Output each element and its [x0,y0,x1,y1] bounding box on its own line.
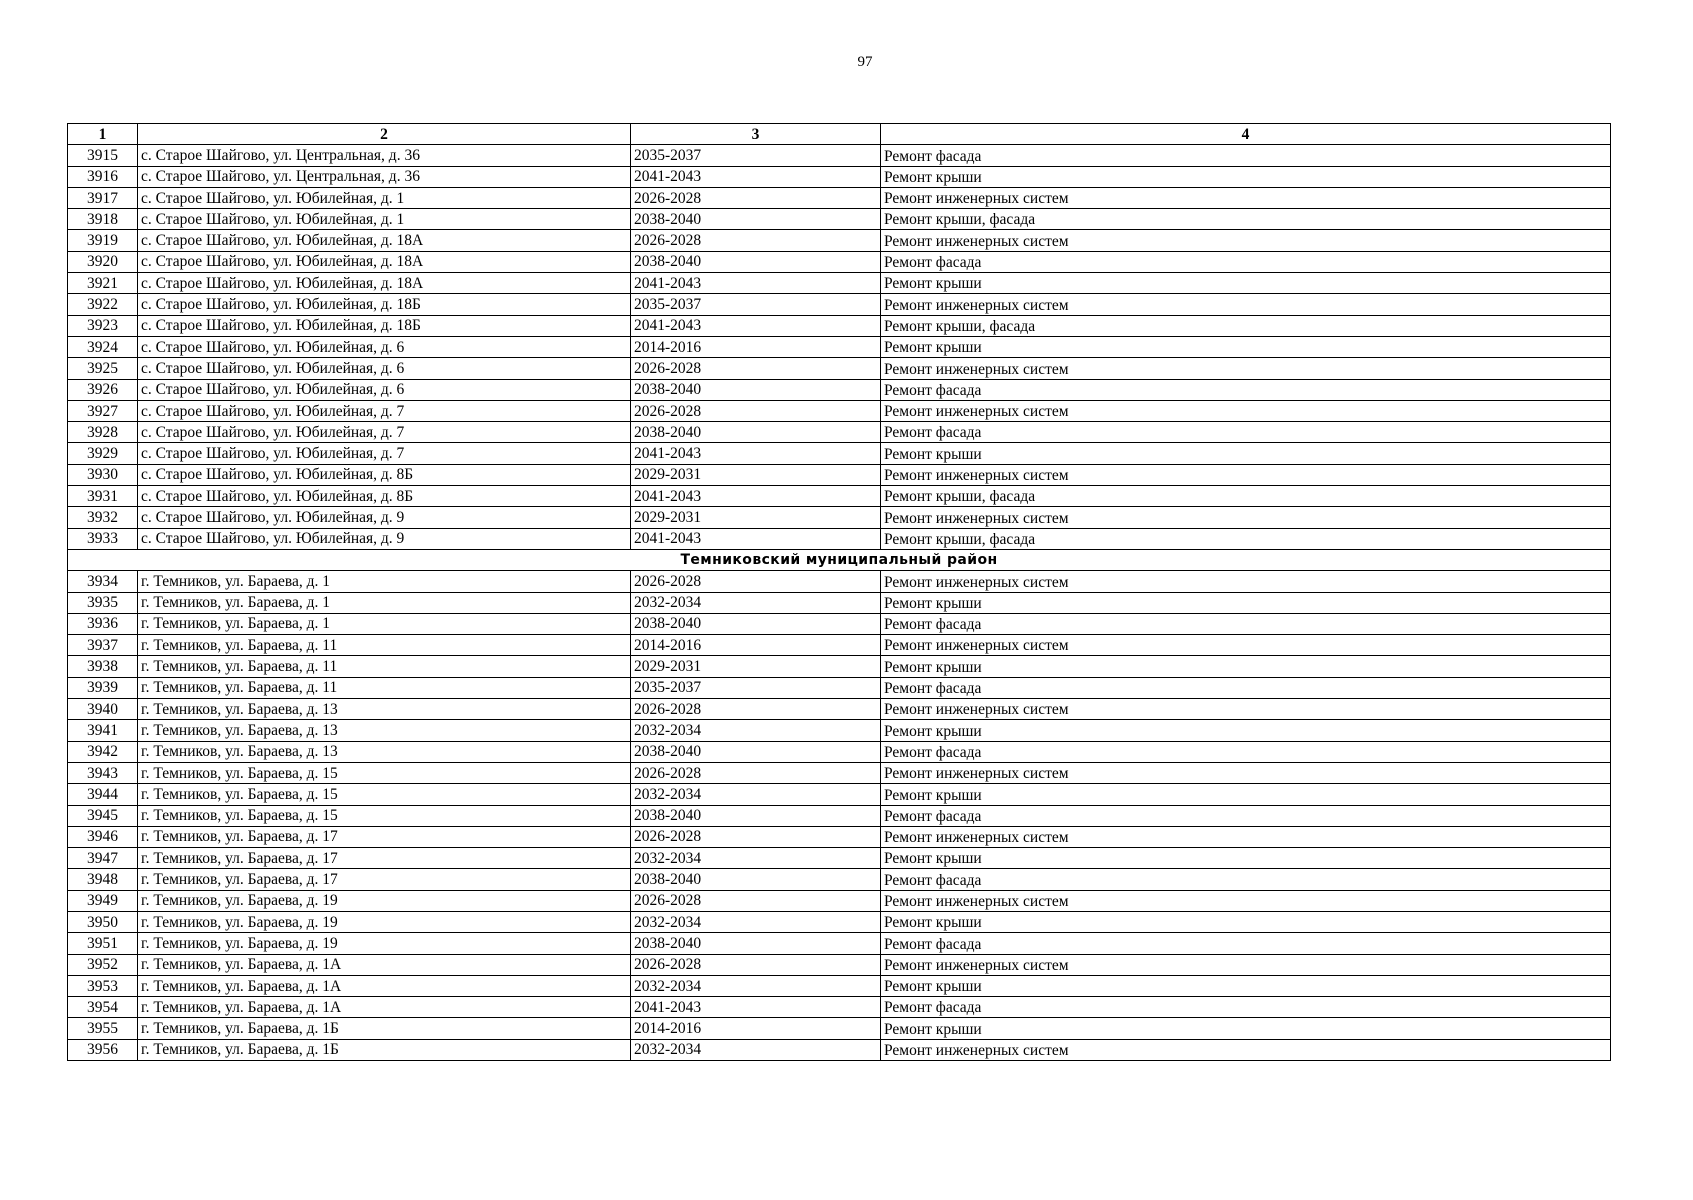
address-cell: г. Темников, ул. Бараева, д. 13 [138,741,631,762]
row-number: 3920 [68,251,138,272]
work-type-cell: Ремонт инженерных систем [881,762,1611,783]
table-row [68,379,1611,400]
work-type-cell: Ремонт крыши [881,166,1611,187]
work-type-cell: Ремонт фасада [881,997,1611,1018]
work-type-cell: Ремонт инженерных систем [881,571,1611,592]
address-cell: с. Старое Шайгово, ул. Юбилейная, д. 7 [138,400,631,421]
row-number: 3928 [68,422,138,443]
column-header-1: 1 [68,124,138,145]
work-type-cell: Ремонт инженерных систем [881,635,1611,656]
row-number: 3918 [68,209,138,230]
row-number: 3945 [68,805,138,826]
row-number: 3942 [68,741,138,762]
work-type-cell: Ремонт инженерных систем [881,890,1611,911]
address-cell: г. Темников, ул. Бараева, д. 1 [138,613,631,634]
table-row [68,656,1611,677]
period-cell: 2041-2043 [631,315,881,336]
table-row [68,911,1611,932]
period-cell: 2038-2040 [631,209,881,230]
work-type-cell: Ремонт фасада [881,422,1611,443]
table-row [68,1018,1611,1039]
table-row [68,230,1611,251]
row-number: 3935 [68,592,138,613]
table-row [68,294,1611,315]
row-number: 3933 [68,528,138,549]
period-cell: 2038-2040 [631,805,881,826]
table-row [68,848,1611,869]
period-cell: 2032-2034 [631,784,881,805]
address-cell: г. Темников, ул. Бараева, д. 15 [138,784,631,805]
work-type-cell: Ремонт инженерных систем [881,294,1611,315]
row-number: 3948 [68,869,138,890]
work-type-cell: Ремонт инженерных систем [881,400,1611,421]
period-cell: 2026-2028 [631,187,881,208]
address-cell: с. Старое Шайгово, ул. Юбилейная, д. 8Б [138,486,631,507]
work-type-cell: Ремонт крыши [881,273,1611,294]
table-row [68,528,1611,549]
column-header-3: 3 [631,124,881,145]
address-cell: с. Старое Шайгово, ул. Центральная, д. 36 [138,145,631,166]
period-cell: 2026-2028 [631,571,881,592]
period-cell: 2026-2028 [631,826,881,847]
period-cell: 2041-2043 [631,273,881,294]
row-number: 3927 [68,400,138,421]
period-cell: 2038-2040 [631,422,881,443]
period-cell: 2026-2028 [631,699,881,720]
work-type-cell: Ремонт крыши, фасада [881,209,1611,230]
period-cell: 2041-2043 [631,528,881,549]
table-row [68,400,1611,421]
address-cell: с. Старое Шайгово, ул. Юбилейная, д. 7 [138,443,631,464]
table-row [68,826,1611,847]
work-type-cell: Ремонт фасада [881,805,1611,826]
work-type-cell: Ремонт инженерных систем [881,954,1611,975]
period-cell: 2014-2016 [631,336,881,357]
row-number: 3951 [68,933,138,954]
address-cell: г. Темников, ул. Бараева, д. 13 [138,699,631,720]
work-type-cell: Ремонт инженерных систем [881,699,1611,720]
address-cell: г. Темников, ул. Бараева, д. 1А [138,954,631,975]
work-type-cell: Ремонт инженерных систем [881,464,1611,485]
work-type-cell: Ремонт крыши, фасада [881,528,1611,549]
address-cell: г. Темников, ул. Бараева, д. 19 [138,933,631,954]
period-cell: 2041-2043 [631,443,881,464]
register-table-body [68,124,1611,1061]
address-cell: с. Старое Шайгово, ул. Юбилейная, д. 8Б [138,464,631,485]
work-type-cell: Ремонт фасада [881,933,1611,954]
work-type-cell: Ремонт инженерных систем [881,230,1611,251]
row-number: 3944 [68,784,138,805]
address-cell: с. Старое Шайгово, ул. Центральная, д. 36 [138,166,631,187]
table-row [68,869,1611,890]
period-cell: 2038-2040 [631,613,881,634]
work-type-cell: Ремонт фасада [881,741,1611,762]
section-row [68,549,1611,570]
row-number: 3953 [68,975,138,996]
row-number: 3954 [68,997,138,1018]
work-type-cell: Ремонт инженерных систем [881,826,1611,847]
address-cell: г. Темников, ул. Бараева, д. 1Б [138,1039,631,1060]
period-cell: 2026-2028 [631,762,881,783]
work-type-cell: Ремонт фасада [881,613,1611,634]
table-row [68,699,1611,720]
table-row [68,741,1611,762]
period-cell: 2041-2043 [631,997,881,1018]
address-cell: г. Темников, ул. Бараева, д. 11 [138,677,631,698]
column-header-4: 4 [881,124,1611,145]
address-cell: г. Темников, ул. Бараева, д. 1Б [138,1018,631,1039]
row-number: 3936 [68,613,138,634]
row-number: 3919 [68,230,138,251]
table-row [68,890,1611,911]
work-type-cell: Ремонт крыши, фасада [881,315,1611,336]
address-cell: г. Темников, ул. Бараева, д. 13 [138,720,631,741]
row-number: 3921 [68,273,138,294]
work-type-cell: Ремонт инженерных систем [881,507,1611,528]
table-row [68,336,1611,357]
address-cell: с. Старое Шайгово, ул. Юбилейная, д. 18Б [138,294,631,315]
address-cell: г. Темников, ул. Бараева, д. 19 [138,911,631,932]
address-cell: г. Темников, ул. Бараева, д. 11 [138,656,631,677]
table-row [68,720,1611,741]
period-cell: 2029-2031 [631,464,881,485]
row-number: 3929 [68,443,138,464]
row-number: 3938 [68,656,138,677]
address-cell: г. Темников, ул. Бараева, д. 1 [138,592,631,613]
address-cell: г. Темников, ул. Бараева, д. 1А [138,975,631,996]
table-row [68,166,1611,187]
address-cell: с. Старое Шайгово, ул. Юбилейная, д. 1 [138,209,631,230]
row-number: 3940 [68,699,138,720]
row-number: 3943 [68,762,138,783]
row-number: 3947 [68,848,138,869]
period-cell: 2026-2028 [631,954,881,975]
address-cell: с. Старое Шайгово, ул. Юбилейная, д. 1 [138,187,631,208]
period-cell: 2029-2031 [631,507,881,528]
address-cell: с. Старое Шайгово, ул. Юбилейная, д. 9 [138,507,631,528]
work-type-cell: Ремонт крыши [881,911,1611,932]
table-row [68,784,1611,805]
row-number: 3917 [68,187,138,208]
work-type-cell: Ремонт крыши [881,720,1611,741]
work-type-cell: Ремонт фасада [881,677,1611,698]
address-cell: г. Темников, ул. Бараева, д. 17 [138,869,631,890]
row-number: 3934 [68,571,138,592]
work-type-cell: Ремонт крыши [881,336,1611,357]
address-cell: с. Старое Шайгово, ул. Юбилейная, д. 6 [138,379,631,400]
address-cell: г. Темников, ул. Бараева, д. 17 [138,848,631,869]
address-cell: с. Старое Шайгово, ул. Юбилейная, д. 6 [138,336,631,357]
row-number: 3930 [68,464,138,485]
table-row [68,464,1611,485]
row-number: 3931 [68,486,138,507]
address-cell: г. Темников, ул. Бараева, д. 15 [138,805,631,826]
work-type-cell: Ремонт инженерных систем [881,1039,1611,1060]
address-cell: с. Старое Шайгово, ул. Юбилейная, д. 18Б [138,315,631,336]
table-row [68,1039,1611,1060]
period-cell: 2026-2028 [631,358,881,379]
period-cell: 2041-2043 [631,486,881,507]
table-row [68,762,1611,783]
row-number: 3941 [68,720,138,741]
row-number: 3952 [68,954,138,975]
row-number: 3937 [68,635,138,656]
table-row [68,571,1611,592]
work-type-cell: Ремонт крыши, фасада [881,486,1611,507]
row-number: 3955 [68,1018,138,1039]
address-cell: г. Темников, ул. Бараева, д. 17 [138,826,631,847]
address-cell: с. Старое Шайгово, ул. Юбилейная, д. 18А [138,230,631,251]
table-header-row [68,124,1611,145]
row-number: 3926 [68,379,138,400]
table-row [68,805,1611,826]
address-cell: с. Старое Шайгово, ул. Юбилейная, д. 9 [138,528,631,549]
address-cell: с. Старое Шайгово, ул. Юбилейная, д. 18А [138,273,631,294]
row-number: 3939 [68,677,138,698]
period-cell: 2035-2037 [631,294,881,315]
work-type-cell: Ремонт крыши [881,848,1611,869]
period-cell: 2038-2040 [631,379,881,400]
row-number: 3925 [68,358,138,379]
row-number: 3956 [68,1039,138,1060]
work-type-cell: Ремонт фасада [881,251,1611,272]
period-cell: 2038-2040 [631,741,881,762]
register-table [67,123,1611,1061]
address-cell: г. Темников, ул. Бараева, д. 15 [138,762,631,783]
period-cell: 2032-2034 [631,911,881,932]
table-row [68,486,1611,507]
row-number: 3924 [68,336,138,357]
work-type-cell: Ремонт крыши [881,784,1611,805]
row-number: 3950 [68,911,138,932]
work-type-cell: Ремонт крыши [881,656,1611,677]
table-row [68,315,1611,336]
table-row [68,975,1611,996]
row-number: 3915 [68,145,138,166]
work-type-cell: Ремонт крыши [881,975,1611,996]
row-number: 3916 [68,166,138,187]
period-cell: 2035-2037 [631,145,881,166]
table-row [68,677,1611,698]
work-type-cell: Ремонт фасада [881,869,1611,890]
period-cell: 2032-2034 [631,1039,881,1060]
table-row [68,635,1611,656]
period-cell: 2029-2031 [631,656,881,677]
period-cell: 2038-2040 [631,251,881,272]
address-cell: с. Старое Шайгово, ул. Юбилейная, д. 6 [138,358,631,379]
period-cell: 2032-2034 [631,848,881,869]
period-cell: 2014-2016 [631,1018,881,1039]
address-cell: г. Темников, ул. Бараева, д. 1 [138,571,631,592]
table-row [68,507,1611,528]
table-row [68,613,1611,634]
table-row [68,251,1611,272]
period-cell: 2032-2034 [631,720,881,741]
period-cell: 2032-2034 [631,592,881,613]
address-cell: г. Темников, ул. Бараева, д. 11 [138,635,631,656]
table-row [68,954,1611,975]
table-row [68,592,1611,613]
page-number: 97 [857,54,873,70]
period-cell: 2026-2028 [631,890,881,911]
address-cell: с. Старое Шайгово, ул. Юбилейная, д. 7 [138,422,631,443]
table-row [68,997,1611,1018]
period-cell: 2026-2028 [631,400,881,421]
work-type-cell: Ремонт инженерных систем [881,358,1611,379]
row-number: 3932 [68,507,138,528]
period-cell: 2035-2037 [631,677,881,698]
work-type-cell: Ремонт крыши [881,443,1611,464]
period-cell: 2038-2040 [631,869,881,890]
address-cell: г. Темников, ул. Бараева, д. 1А [138,997,631,1018]
row-number: 3923 [68,315,138,336]
table-row [68,209,1611,230]
column-header-2: 2 [138,124,631,145]
work-type-cell: Ремонт фасада [881,379,1611,400]
table-row [68,273,1611,294]
table-row [68,422,1611,443]
address-cell: г. Темников, ул. Бараева, д. 19 [138,890,631,911]
row-number: 3946 [68,826,138,847]
period-cell: 2041-2043 [631,166,881,187]
period-cell: 2026-2028 [631,230,881,251]
work-type-cell: Ремонт крыши [881,592,1611,613]
work-type-cell: Ремонт крыши [881,1018,1611,1039]
table-row [68,358,1611,379]
table-row [68,187,1611,208]
section-title: Темниковский муниципальный район [68,549,1611,570]
address-cell: с. Старое Шайгово, ул. Юбилейная, д. 18А [138,251,631,272]
work-type-cell: Ремонт фасада [881,145,1611,166]
row-number: 3949 [68,890,138,911]
period-cell: 2032-2034 [631,975,881,996]
table-row [68,145,1611,166]
row-number: 3922 [68,294,138,315]
period-cell: 2038-2040 [631,933,881,954]
table-row [68,443,1611,464]
table-row [68,933,1611,954]
period-cell: 2014-2016 [631,635,881,656]
work-type-cell: Ремонт инженерных систем [881,187,1611,208]
